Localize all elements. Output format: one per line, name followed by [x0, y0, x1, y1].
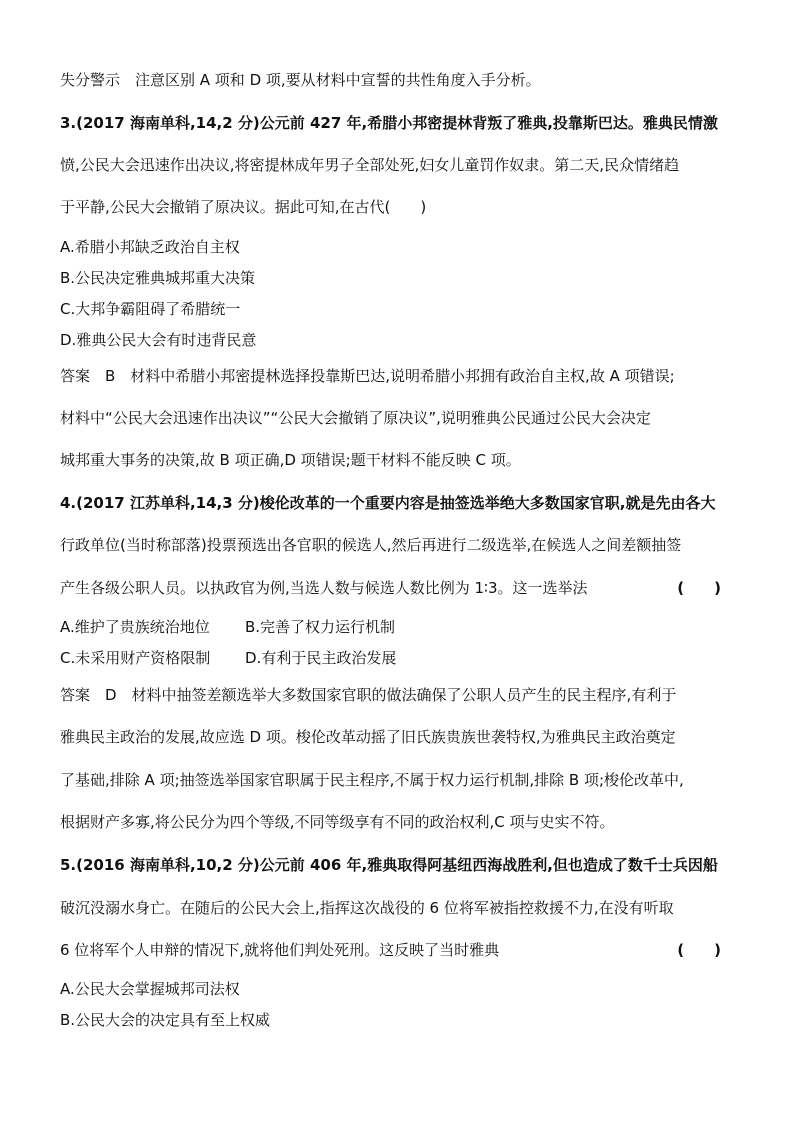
q3-stem-line3: 于平静,公民大会撤销了原决议。据此可知,在古代( ): [60, 198, 427, 216]
q4-answer-line1: 答案 D 材料中抽签差额选举大多数国家官职的做法确保了公职人员产生的民主程序,有利于: [60, 686, 677, 704]
q5-answer-blank: ( ): [677, 941, 721, 959]
q3-answer-line3: 城邦重大事务的决策,故 B 项正确,D 项错误;题干材料不能反映 C 项。: [60, 451, 521, 469]
q3-option-a: A.希腊小邦缺乏政治自主权: [60, 238, 240, 256]
q3-stem-line2: 愤,公民大会迅速作出决议,将密提林成年男子全部处死,妇女儿童罚作奴隶。第二天,民众情绪趋: [60, 156, 680, 174]
q4-answer-line2: 雅典民主政治的发展,故应选 D 项。梭伦改革动摇了旧氏族贵族世袭特权,为雅典民主政治奠定: [60, 728, 676, 746]
q4-option-a: A.维护了贵族统治地位: [60, 618, 210, 636]
q4-answer-line4: 根据财产多寡,将公民分为四个等级,不同等级享有不同的政治权利,C 项与史实不符。: [60, 813, 615, 831]
q4-stem-line1: 4.(2017 江苏单科,14,3 分)梭伦改革的一个重要内容是抽签选举绝大多数国家官职,就是先由各大: [60, 494, 716, 512]
q5-option-a: A.公民大会掌握城邦司法权: [60, 980, 240, 998]
q3-stem-line1: 3.(2017 海南单科,14,2 分)公元前 427 年,希腊小邦密提林背叛了雅典,投靠斯巴达。雅典民情激: [60, 114, 718, 132]
q4-option-c: C.未采用财产资格限制: [60, 649, 211, 667]
q4-stem-line2: 行政单位(当时称部落)投票预选出各官职的候选人,然后再进行二级选举,在候选人之间差额抽签: [60, 536, 682, 554]
q4-stem-line3: 产生各级公职人员。以执政官为例,当选人数与候选人数比例为 1∶3。这一选举法: [60, 579, 588, 597]
q5-stem-line1: 5.(2016 海南单科,10,2 分)公元前 406 年,雅典取得阿基纽西海战胜利,但也造成了数千士兵因船: [60, 856, 718, 874]
q5-option-b: B.公民大会的决定具有至上权威: [60, 1011, 271, 1029]
q3-option-d: D.雅典公民大会有时违背民意: [60, 331, 257, 349]
q5-stem-line3: 6 位将军个人申辩的情况下,就将他们判处死刑。这反映了当时雅典: [60, 941, 500, 959]
q3-answer-line1: 答案 B 材料中希腊小邦密提林选择投靠斯巴达,说明希腊小邦拥有政治自主权,故 A 项错误;: [60, 367, 675, 385]
q5-stem-line2: 破沉没溺水身亡。在随后的公民大会上,指挥这次战役的 6 位将军被指控救援不力,在没有听取: [60, 899, 674, 917]
q4-answer-blank: ( ): [677, 579, 721, 597]
q4-option-b: B.完善了权力运行机制: [245, 618, 396, 636]
q3-answer-line2: 材料中“公民大会迅速作出决议”“公民大会撤销了原决议”,说明雅典公民通过公民大会决定: [60, 409, 651, 427]
q3-option-c: C.大邦争霸阻碍了希腊统一: [60, 300, 241, 318]
q3-option-b: B.公民决定雅典城邦重大决策: [60, 269, 256, 287]
q4-option-d: D.有利于民主政治发展: [245, 649, 397, 667]
warning-note: 失分警示 注意区别 A 项和 D 项,要从材料中宣誓的共性角度入手分析。: [60, 71, 541, 89]
q4-answer-line3: 了基础,排除 A 项;抽签选举国家官职属于民主程序,不属于权力运行机制,排除 B 项;梭伦改革中,: [60, 771, 684, 789]
